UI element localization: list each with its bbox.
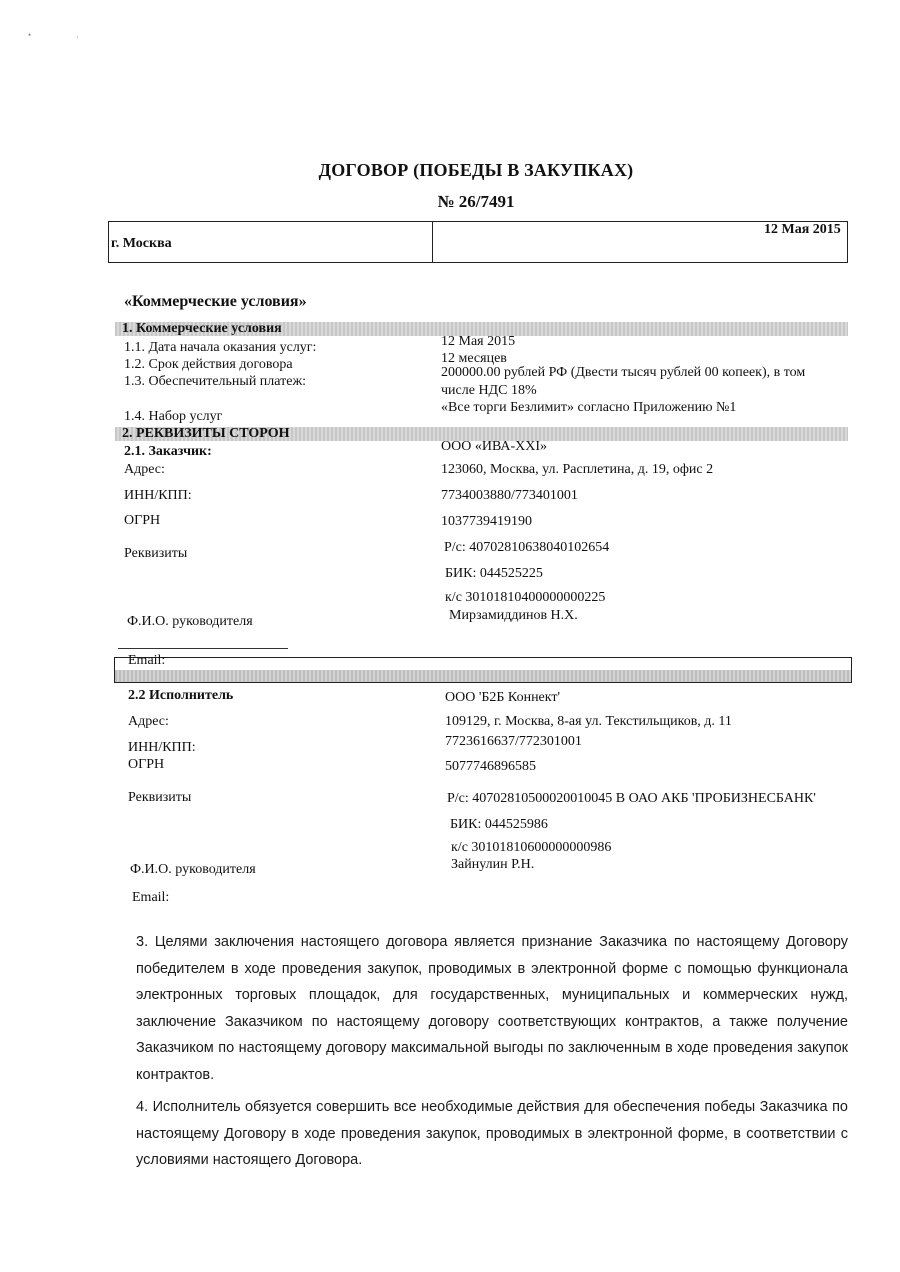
customer-address-label: Адрес:: [124, 462, 165, 477]
customer-email-label: Email:: [128, 653, 166, 668]
customer-account: Р/с: 40702810638040102654: [444, 540, 610, 555]
customer-ogrn: 1037739419190: [441, 514, 532, 529]
item-label: 1.2. Срок действия договора: [124, 357, 293, 372]
customer-ogrn-label: ОГРН: [124, 513, 161, 528]
city: г. Москва: [111, 236, 172, 251]
customer-head: Мирзамиддинов Н.Х.: [449, 608, 578, 623]
scan-speck: ˌ: [76, 28, 79, 38]
header-table: [108, 221, 848, 263]
executor-inn: 7723616637/772301001: [445, 734, 582, 749]
customer-name: ООО «ИВА-XXI»: [441, 439, 548, 454]
item-label: 1.4. Набор услуг: [124, 409, 223, 424]
executor-inn-label: ИНН/КПП:: [128, 740, 196, 755]
item-value-continued: числе НДС 18%: [441, 383, 537, 398]
executor-bik: БИК: 044525986: [450, 817, 548, 832]
scan-speck: •: [28, 30, 32, 40]
executor-head: Зайнулин Р.Н.: [451, 857, 535, 872]
executor-ogrn: 5077746896585: [445, 759, 536, 774]
document-title: ДОГОВОР (ПОБЕДЫ В ЗАКУПКАХ): [318, 160, 634, 180]
executor-heading: 2.2 Исполнитель: [128, 688, 234, 703]
executor-head-label: Ф.И.О. руководителя: [130, 862, 256, 877]
customer-inn: 7734003880/773401001: [441, 488, 578, 503]
customer-inn-label: ИНН/КПП:: [124, 488, 192, 503]
parties-heading: 2. РЕКВИЗИТЫ СТОРОН: [122, 426, 290, 441]
executor-bank-label: Реквизиты: [128, 790, 192, 805]
executor-address: 109129, г. Москва, 8-ая ул. Текстильщиков, д. 11: [445, 714, 732, 729]
contract-date: 12 Мая 2015: [764, 222, 841, 237]
customer-head-label: Ф.И.О. руководителя: [127, 614, 253, 629]
item-label: 1.3. Обеспечительный платеж:: [124, 374, 307, 389]
item-value: 200000.00 рублей РФ (Двести тысяч рублей 00 копеек), в том: [441, 365, 806, 380]
executor-name: ООО 'Б2Б Коннект': [445, 690, 561, 705]
executor-ogrn-label: ОГРН: [128, 757, 165, 772]
customer-bik: БИК: 044525225: [445, 566, 543, 581]
signature-line: [118, 648, 288, 649]
executor-corr-account: к/с 30101810600000000986: [451, 840, 612, 855]
clause-4: 4. Исполнитель обязуется совершить все необходимые действия для обеспечения победы Заказчика по настоящему Договору в ходе проведения закупок, проводимых в электронной форме, в соответствии с условиями настоящего Договора.: [136, 1099, 848, 1168]
commercial-heading: 1. Коммерческие условия: [122, 321, 282, 336]
item-label: 1.1. Дата начала оказания услуг:: [124, 340, 317, 355]
item-value: «Все торги Безлимит» согласно Приложению №1: [441, 400, 737, 415]
clause-3: 3. Целями заключения настоящего договора является признание Заказчика по настоящему Договору победителем в ходе проведения закупок, проводимых в электронной форме с помощью функционала электронных торговых площадок, для государственных, муниципальных и коммерческих нужд, заключение Заказчиком по настоящему договору соответствующих контрактов, а также получение Заказчиком по настоящему договору максимальной выгоды по заключенным в ходе проведения закупок контрактов.: [136, 934, 848, 1083]
section-heading: «Коммерческие условия»: [124, 293, 307, 310]
customer-bank-label: Реквизиты: [124, 546, 188, 561]
email-row: [114, 657, 852, 683]
header-divider: [432, 222, 433, 262]
item-value: 12 Мая 2015: [441, 334, 516, 349]
executor-email-label: Email:: [132, 890, 170, 905]
section-bar: [115, 670, 851, 682]
customer-heading: 2.1. Заказчик:: [124, 444, 212, 459]
customer-address: 123060, Москва, ул. Расплетина, д. 19, офис 2: [441, 462, 714, 477]
executor-address-label: Адрес:: [128, 714, 169, 729]
executor-account: Р/с: 40702810500020010045 В ОАО АКБ 'ПРОБИЗНЕСБАНК': [447, 791, 816, 806]
document-number: № 26/7491: [437, 192, 515, 211]
item-value: 12 месяцев: [441, 351, 507, 366]
customer-corr-account: к/с 30101810400000000225: [445, 590, 606, 605]
